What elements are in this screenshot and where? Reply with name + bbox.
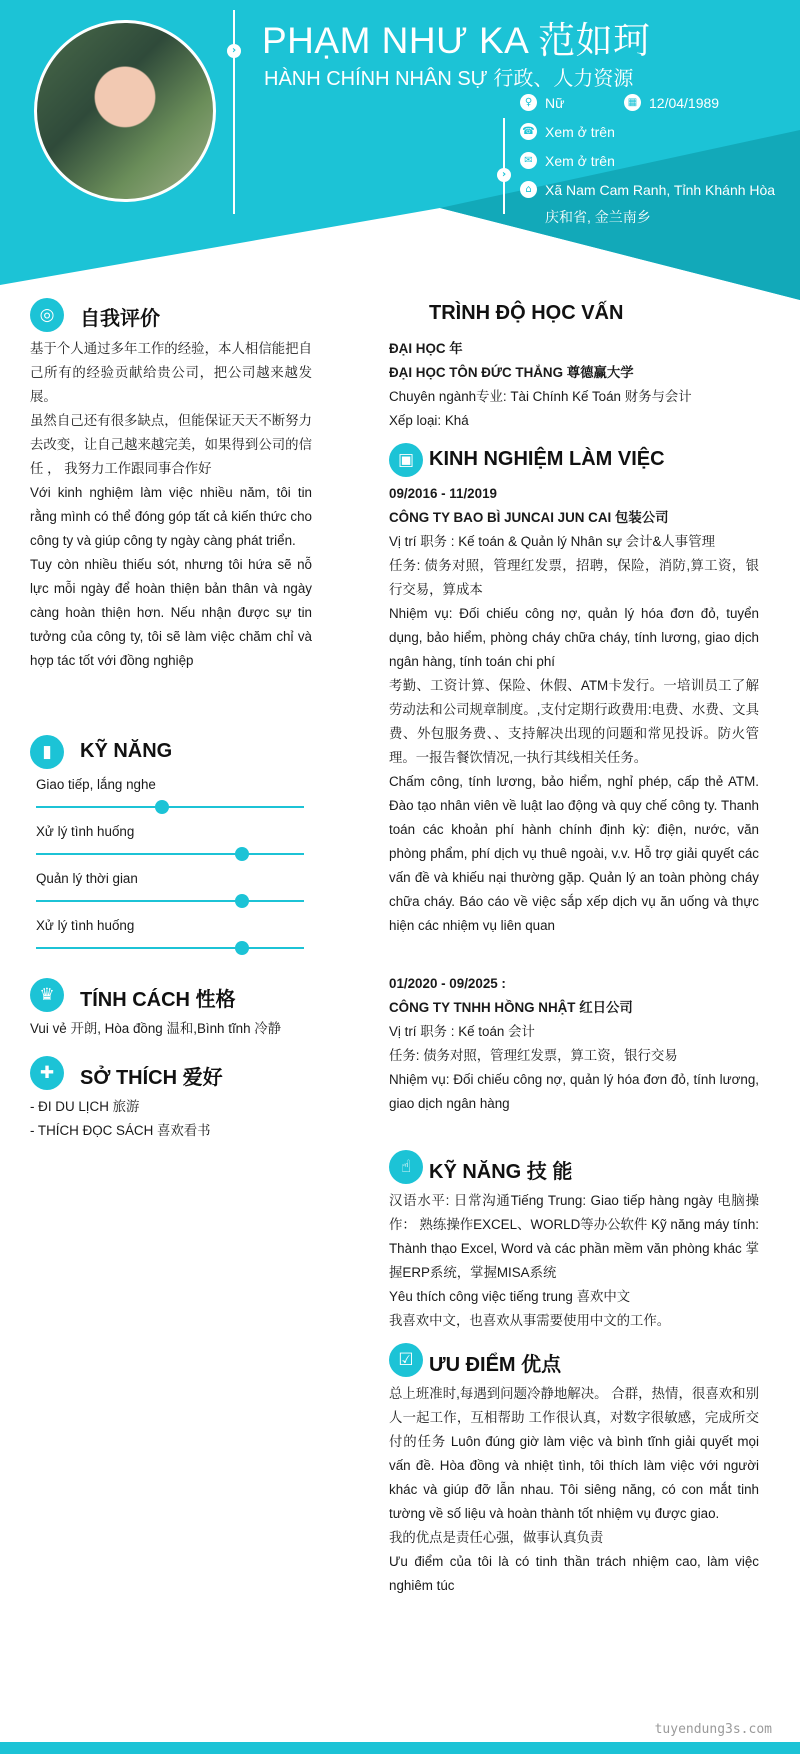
self-eval-paragraph: Với kinh nghiệm làm việc nhiều năm, tôi tin rằng mình có thể đóng góp tất cả kiến thức cho công ty và giúp công ty ngày càng phát triển. xyxy=(30,485,312,548)
self-eval-title: 自我评价 xyxy=(80,308,160,330)
birthday-value: 12/04/1989 xyxy=(649,95,720,111)
phone-value: Xem ở trên xyxy=(545,124,615,140)
job-period: 01/2020 - 09/2025 : xyxy=(389,976,506,991)
job-period: 09/2016 - 11/2019 xyxy=(389,486,497,501)
job-line: Chấm công, tính lương, bảo hiểm, nghỉ phép, cấp thẻ ATM. Đào tạo nhân viên về luật lao động và quy chế công ty. Thanh toán các khoản phí hành chính định kỳ: điện, nước, văn phòng phẩm, phí dịch vụ thuê ngoài, v.v. Hỗ trợ giải quyết các vấn đề và khiếu nại thường gặp. Quản lý an toàn phòng cháy chữa cháy. Báo cáo về việc sắp xếp dịch vụ ăn uống và thực hiện các nhiệm vụ liên quan xyxy=(389,774,759,933)
education-major: Chuyên ngành专业: Tài Chính Kế Toán 财务与会计 xyxy=(389,389,692,404)
header-divider xyxy=(233,10,235,214)
skill-level-knob xyxy=(235,847,249,861)
tech-skill-line: Yêu thích công việc tiếng trung 喜欢中文 xyxy=(389,1289,631,1304)
gender-value: Nữ xyxy=(545,95,565,111)
job-line: 任务: 债务对照，管理红发票，招聘，保险，消防,算工资，银行交易，算成本 xyxy=(389,558,759,597)
job-company: CÔNG TY TNHH HỒNG NHẬT 红日公司 xyxy=(389,1000,633,1015)
experience-job2 xyxy=(389,972,759,1116)
contact-divider xyxy=(503,118,505,214)
skill-name: Quản lý thời gian xyxy=(36,871,138,886)
personality-title: TÍNH CÁCH 性格 xyxy=(80,989,236,1011)
calendar-icon: ▦ xyxy=(624,94,641,111)
hobbies-list xyxy=(30,1095,312,1143)
experience-job1 xyxy=(389,482,759,938)
job-company: CÔNG TY BAO BÌ JUNCAI JUN CAI 包装公司 xyxy=(389,510,669,525)
education-grade: Xếp loại: Khá xyxy=(389,413,469,428)
email-icon: ✉ xyxy=(520,152,537,169)
footer-bar xyxy=(0,1742,800,1754)
email-value: Xem ở trên xyxy=(545,153,615,169)
gamepad-icon: ✚ xyxy=(30,1056,64,1090)
job-line: Nhiệm vụ: Đối chiếu công nợ, quản lý hóa đơn đỏ, tính lương, giao dịch ngân hàng xyxy=(389,1072,759,1111)
education-school: ĐẠI HỌC TÔN ĐỨC THẮNG 尊德赢大学 xyxy=(389,365,634,380)
tech-skills-text xyxy=(389,1189,759,1333)
personality-text: Vui vẻ 开朗, Hòa đồng 温和,Bình tĩnh 冷静 xyxy=(30,1021,282,1036)
hobby-item: - ĐI DU LỊCH 旅游 xyxy=(30,1099,140,1114)
bar-chart-icon: ▮ xyxy=(30,735,64,769)
candidate-name: PHẠM NHƯ KA 范如珂 xyxy=(262,20,651,61)
phone-icon: ☎ xyxy=(520,123,537,140)
skill-name: Xử lý tình huống xyxy=(36,918,135,933)
target-icon: ◎ xyxy=(30,298,64,332)
education-title: TRÌNH ĐỘ HỌC VẤN xyxy=(429,302,624,324)
job-line: Vị trí 职务 : Kế toán 会计 xyxy=(389,1024,535,1039)
candidate-job-title: HÀNH CHÍNH NHÂN SỰ 行政、人力资源 xyxy=(264,68,634,90)
experience-title: KINH NGHIỆM LÀM VIỆC xyxy=(429,448,665,470)
hobbies-title: SỞ THÍCH 爱好 xyxy=(80,1067,223,1089)
skill-name: Xử lý tình huống xyxy=(36,824,135,839)
education-block xyxy=(389,337,759,433)
home-icon: ⌂ xyxy=(520,181,537,198)
gender-icon: ♀ xyxy=(520,94,537,111)
self-eval-paragraph: 虽然自己还有很多缺点，但能保证天天不断努力去改变，让自己越来越完美，如果得到公司的信任 ， 我努力工作跟同事合作好 xyxy=(30,413,312,476)
education-level: ĐẠI HỌC 年 xyxy=(389,341,463,356)
trophy-icon: ♛ xyxy=(30,978,64,1012)
address-line2: 庆和省, 金兰南乡 xyxy=(545,209,651,225)
self-eval-paragraph: 基于个人通过多年工作的经验，本人相信能把自己所有的经验贡献给贵公司，把公司越来越发展。 xyxy=(30,341,312,404)
job-line: 考勤、工资计算、保险、休假、ATM卡发行。一培训员工了解劳动法和公司规章制度。,支付定期行政费用:电费、水费、文具费、外包服务费、、支持解决出现的问题和常见投诉。防火管理。一报告餐饮情况,一执行其线相关任务。 xyxy=(389,678,759,765)
self-eval-text xyxy=(30,337,312,673)
job-line: Vị trí 职务 : Kế toán & Quản lý Nhân sự 会计&人事管理 xyxy=(389,534,715,549)
strength-line: 我的优点是责任心强，做事认真负责 xyxy=(389,1530,604,1545)
strength-line: Ưu điểm của tôi là có tinh thần trách nhiệm cao, làm việc nghiêm túc xyxy=(389,1554,759,1593)
job-line: 任务: 债务对照，管理红发票，算工资，银行交易 xyxy=(389,1048,678,1063)
tech-skill-line: 我喜欢中文，也喜欢从事需要使用中文的工作。 xyxy=(389,1313,671,1328)
thumbs-up-icon: ☝ xyxy=(389,1150,423,1184)
checklist-icon: ☑ xyxy=(389,1343,423,1377)
skill-name: Giao tiếp, lắng nghe xyxy=(36,777,156,792)
chevron-right-icon: › xyxy=(227,44,241,58)
watermark: tuyendung3s.com xyxy=(654,1722,772,1737)
skill-bar xyxy=(36,806,304,808)
skill-bar xyxy=(36,853,304,855)
tech-skill-line: 汉语水平: 日常沟通Tiếng Trung: Giao tiếp hàng ngày 电脑操作： 熟练操作EXCEL、WORLD等办公软件 Kỹ năng máy tính: Thành thạo Excel, Word và các phần mềm văn phòng khác 掌握ERP系统，掌握MISA系统 xyxy=(389,1193,759,1280)
self-eval-paragraph: Tuy còn nhiều thiếu sót, nhưng tôi hứa sẽ nỗ lực mỗi ngày để hoàn thiện bản thân và ngày càng hoàn thiện hơn. Nếu nhận được sự tin tưởng của công ty, tôi sẽ làm việc chăm chỉ và hợp tác tốt với đồng nghiệp xyxy=(30,557,312,668)
address-line1: Xã Nam Cam Ranh, Tỉnh Khánh Hòa xyxy=(545,182,776,198)
strengths-text xyxy=(389,1382,759,1598)
hobby-item: - THÍCH ĐỌC SÁCH 喜欢看书 xyxy=(30,1123,211,1138)
strengths-title: ƯU ĐIỂM 优点 xyxy=(429,1354,562,1376)
job-line: Nhiệm vụ: Đối chiếu công nợ, quản lý hóa đơn đỏ, tuyển dụng, bảo hiểm, phòng cháy chữa cháy, tính lương, giao dịch ngân hàng, tính toán chi phí xyxy=(389,606,759,669)
skill-level-knob xyxy=(235,941,249,955)
profile-photo xyxy=(34,20,216,202)
skill-bar xyxy=(36,947,304,949)
skill-bar xyxy=(36,900,304,902)
tech-skills-title: KỸ NĂNG 技 能 xyxy=(429,1161,573,1183)
chevron-right-icon: › xyxy=(497,168,511,182)
skills-title: KỸ NĂNG xyxy=(80,740,173,762)
skill-level-knob xyxy=(235,894,249,908)
briefcase-icon: ▣ xyxy=(389,443,423,477)
strength-line: 总上班准时,每遇到问题冷静地解决。 合群，热情，很喜欢和别人一起工作，互相帮助 工作很认真，对数字很敏感，完成所交付的任务 Luôn đúng giờ làm việc và bình tĩnh giải quyết mọi vấn đề. Hòa đồng và nhiệt tình, tôi thích làm việc với người khác và giúp đỡ lẫn nhau. Tôi siêng năng, có con mắt tinh tường về số liệu và hoàn thành tốt nhiệm vụ được giao. xyxy=(389,1386,759,1521)
skill-level-knob xyxy=(155,800,169,814)
